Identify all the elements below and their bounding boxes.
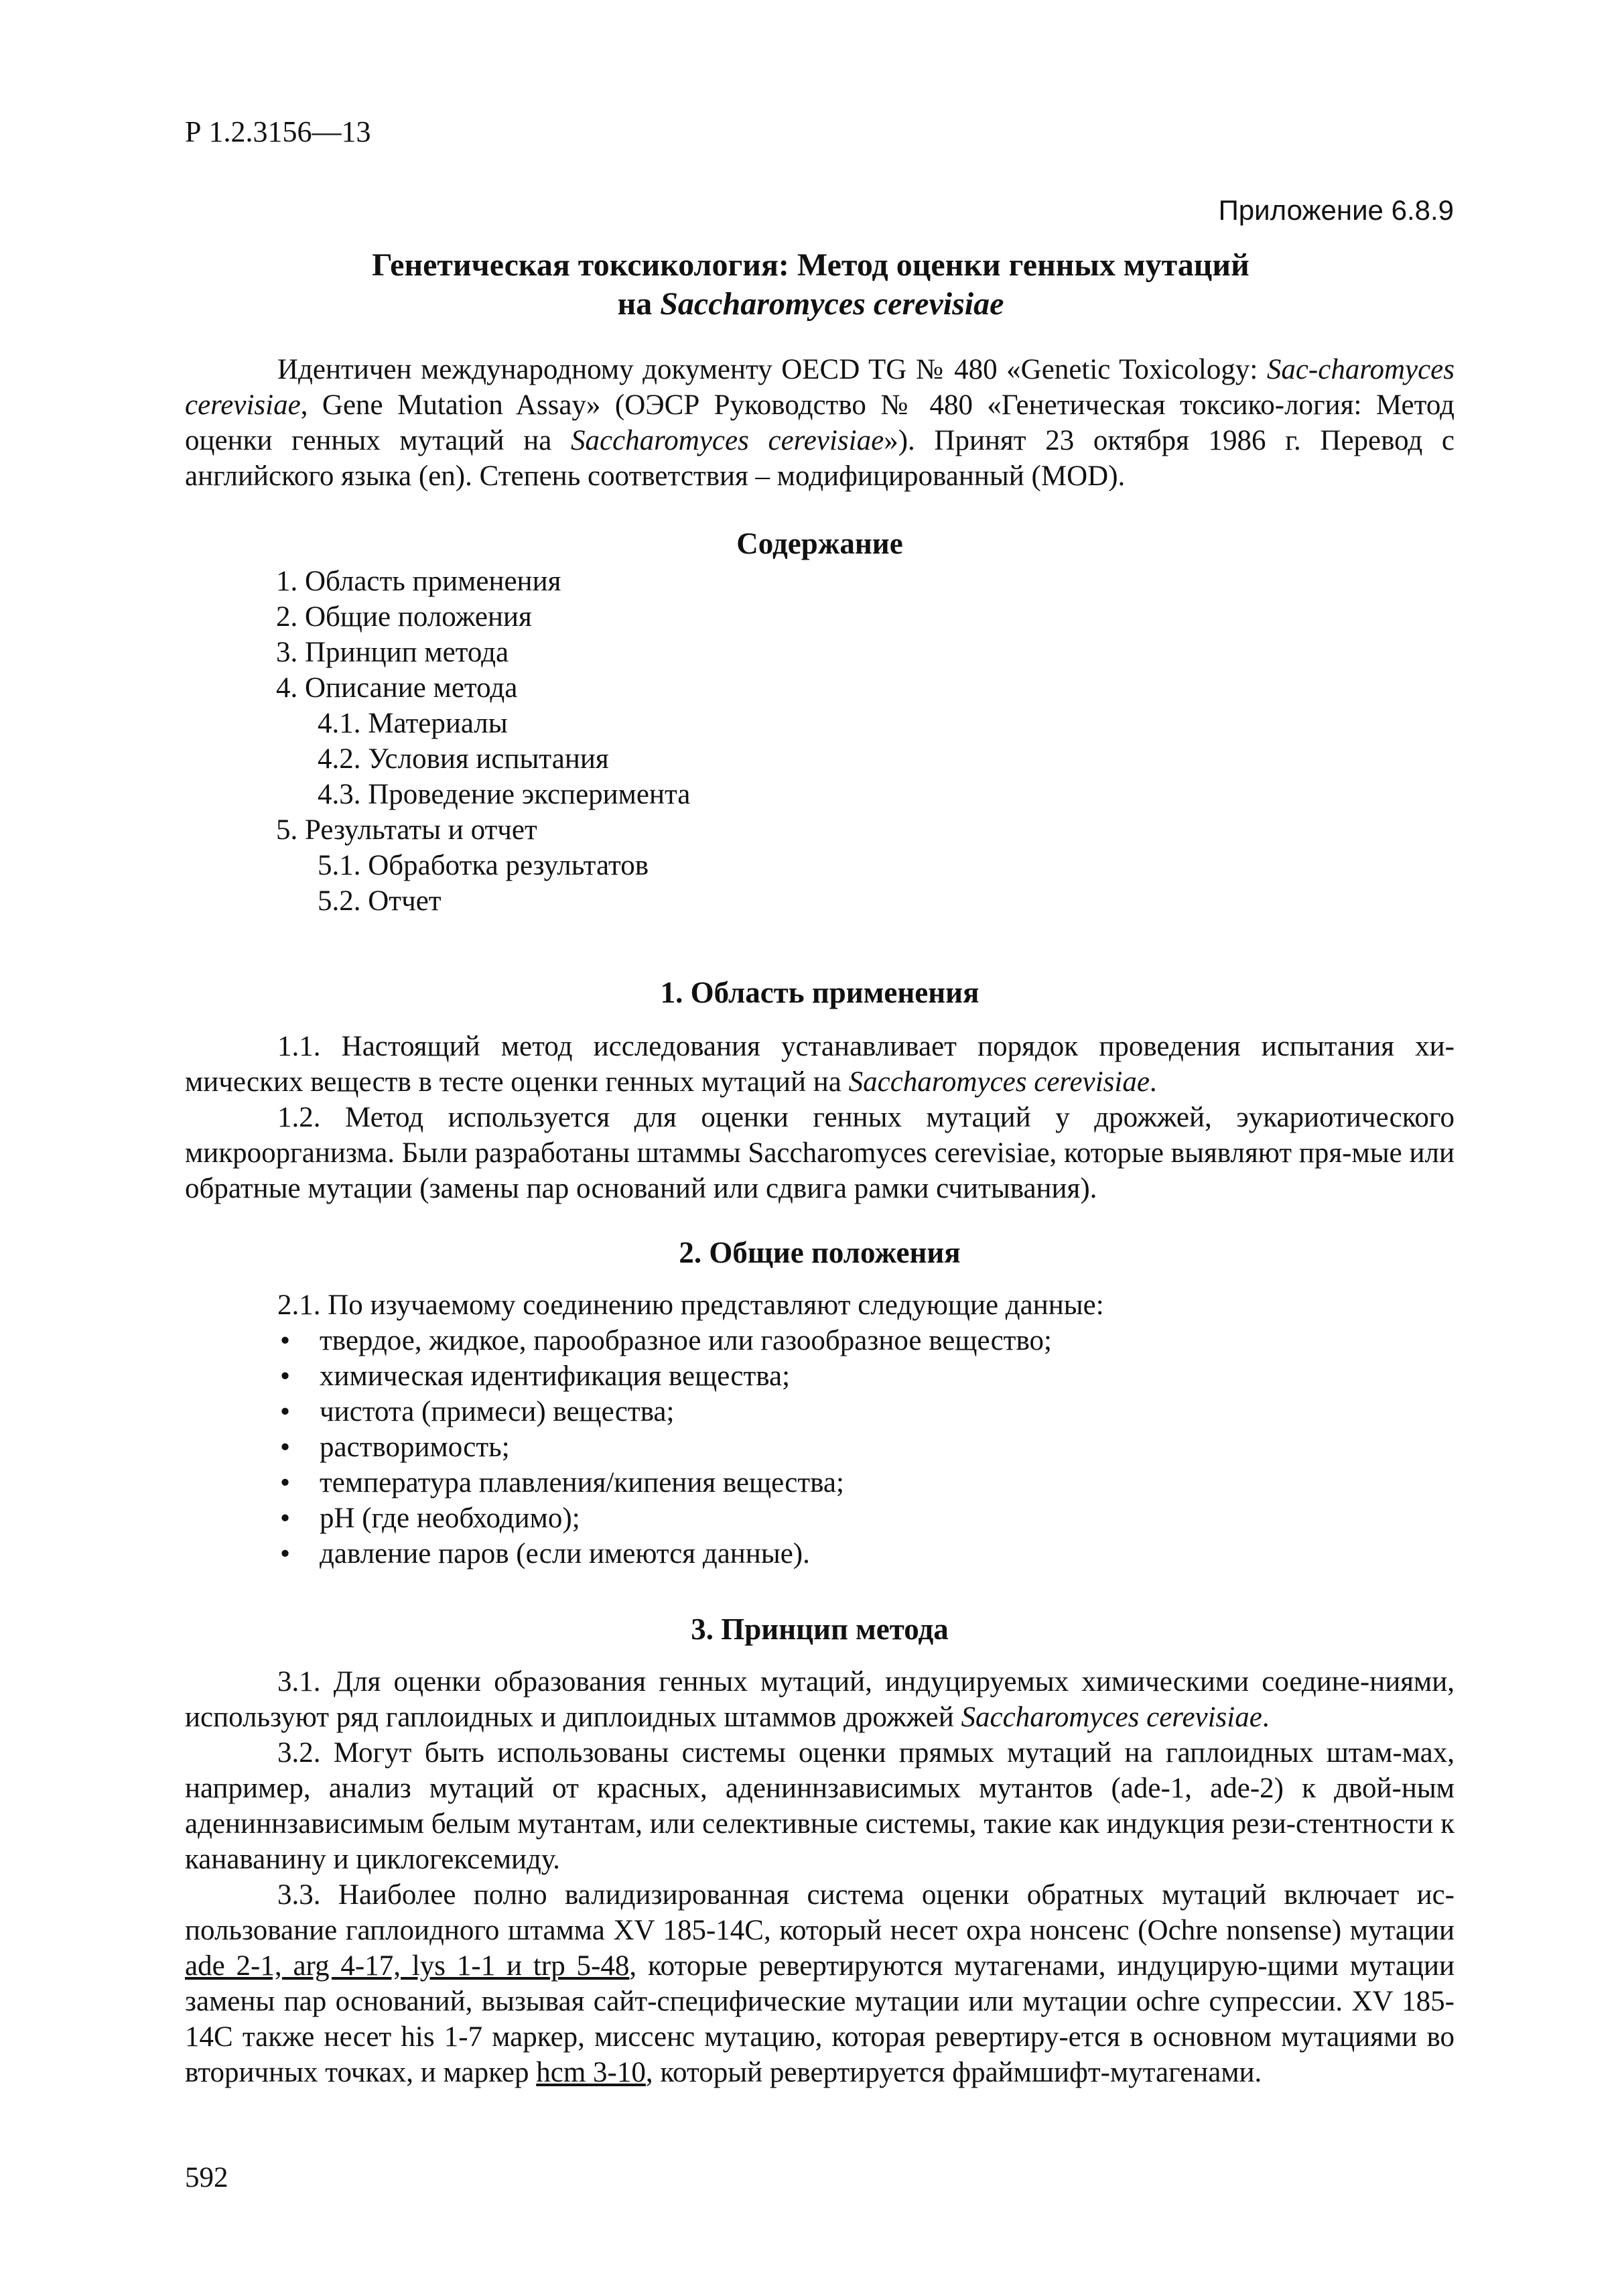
section-2-body	[185, 1287, 1455, 1572]
title-line-1: Генетическая токсикология: Метод оценки генных мутаций	[372, 247, 1249, 283]
intro-italic-1: Sac-charomyces cerevisiae	[185, 354, 1455, 421]
title-organism: Saccharomyces cerevisiae	[660, 286, 1004, 322]
bullet-icon: •	[280, 1396, 291, 1427]
toc-subitem: 5.1. Обработка результатов	[318, 850, 649, 881]
list-item: • давление паров (если имеются данные).	[185, 1536, 1455, 1572]
toc-item: 4. Описание метода	[276, 672, 518, 704]
paragraph-3-1: 3.1. Для оценки образования генных мутаций, индуцируемых химическими соедине-ниями, используют ряд гаплоидных и диплоидных штаммов дрожжей Saccharomyces cerevisiae.	[185, 1666, 1455, 1733]
toc-subitem: 4.3. Проведение эксперимента	[318, 779, 691, 810]
toc-subitem: 5.2. Отчет	[318, 885, 442, 917]
page-number: 592	[185, 2162, 228, 2193]
section-3-heading: 3. Принцип метода	[691, 1612, 949, 1646]
marker-list: ade 2-1, arg 4-17, lys 1-1 и trp 5-48	[185, 1950, 630, 1982]
toc-item: 2. Общие положения	[276, 601, 532, 633]
paragraph-3-3: 3.3. Наиболее полно валидизированная система оценки обратных мутаций включает ис-пользование гаплоидного штамма XV 185-14C, который несет охра нонсенс (Ochre nonsense) мутации ade 2-1, arg 4-17, lys 1-1 и trp 5-48, которые ревертируются мутагенами, индуцирую-щими мутации замены пар оснований, вызывая сайт-специфические мутации или мутации ochre супрессии. XV 185-14C также несет his 1-7 маркер, миссенс мутацию, которая ревертиру-ется в основном мутациями во вторичных точках, и маркер hcm 3-10, который ревертируется фраймшифт-мутагенами.	[185, 1879, 1455, 2088]
toc-heading: Содержание	[736, 527, 903, 560]
bullet-icon: •	[280, 1467, 291, 1498]
hcm-marker: hcm 3-10	[536, 2057, 646, 2088]
paragraph-1-1: 1.1. Настоящий метод исследования устанавливает порядок проведения испытания хи-мических веществ в тесте оценки генных мутаций на Saccharomyces cerevisiae.	[185, 1031, 1455, 1098]
toc-subitem: 4.2. Условия испытания	[318, 743, 609, 775]
list-item: • химическая идентификация вещества;	[185, 1358, 1455, 1394]
paragraph-2-1: 2.1. По изучаемому соединению представляют следующие данные:	[277, 1289, 1104, 1321]
list-item: • температура плавления/кипения вещества;	[185, 1465, 1455, 1501]
appendix-label: Приложение 6.8.9	[1218, 194, 1454, 226]
bullet-icon: •	[280, 1538, 291, 1570]
toc-subitem: 4.1. Материалы	[318, 708, 508, 739]
title-prefix: на	[617, 286, 661, 322]
section-2-heading: 2. Общие положения	[679, 1236, 961, 1269]
list-item: • чистота (примеси) вещества;	[185, 1394, 1455, 1429]
bullet-icon: •	[280, 1503, 291, 1534]
bullet-icon: •	[280, 1431, 291, 1463]
paragraph-1-2: 1.2. Метод используется для оценки генных мутаций у дрожжей, эукариотического микроорганизма. Были разработаны штаммы Saccharomyces cerevisiae, которые выявляют пря-мые или обратные мутации (замены пар оснований или сдвига рамки считывания).	[185, 1102, 1455, 1204]
toc-item: 1. Область применения	[276, 566, 561, 597]
bullet-icon: •	[280, 1360, 291, 1392]
paragraph-3-2: 3.2. Могут быть использованы системы оценки прямых мутаций на гаплоидных штам-мах, например, анализ мутаций от красных, адениннзависимых мутантов (ade-1, ade-2) к двой-ным адениннзависимым белым мутантам, или селективные системы, такие как индукция рези-стентности к канаванину и циклогексемиду.	[185, 1737, 1455, 1875]
intro-text-3: »). Принят 23 октября 1986 г. Перевод с английского языка (en). Степень соответствия – модифицированный (MOD).	[185, 425, 1455, 492]
intro-paragraph	[185, 352, 1455, 494]
intro-text-2: , Gene Mutation Assay» (ОЭСР Руководство № 480 «Генетическая токсико-логия: Метод оценки генных мутаций на	[185, 389, 1455, 456]
document-title	[181, 246, 1440, 324]
bullet-icon: •	[280, 1325, 291, 1356]
document-number: Р 1.2.3156—13	[185, 115, 371, 148]
toc-item: 3. Принцип метода	[276, 637, 509, 668]
section-1-body	[185, 1029, 1455, 1206]
table-of-contents	[185, 564, 1455, 919]
list-item: • растворимость;	[185, 1429, 1455, 1465]
intro-text-1: Идентичен международному документу OECD TG № 480 «Genetic Toxicology:	[277, 354, 1267, 385]
section-1-heading: 1. Область применения	[660, 976, 979, 1009]
toc-item: 5. Результаты и отчет	[276, 814, 537, 846]
list-item: • твердое, жидкое, парообразное или газообразное вещество;	[185, 1323, 1455, 1358]
property-list	[185, 1323, 1455, 1572]
title-line-2	[181, 285, 1440, 324]
intro-italic-2: Saccharomyces cerevisiae	[570, 425, 884, 456]
section-3-body	[185, 1664, 1455, 2090]
list-item: • pH (где необходимо);	[185, 1501, 1455, 1536]
